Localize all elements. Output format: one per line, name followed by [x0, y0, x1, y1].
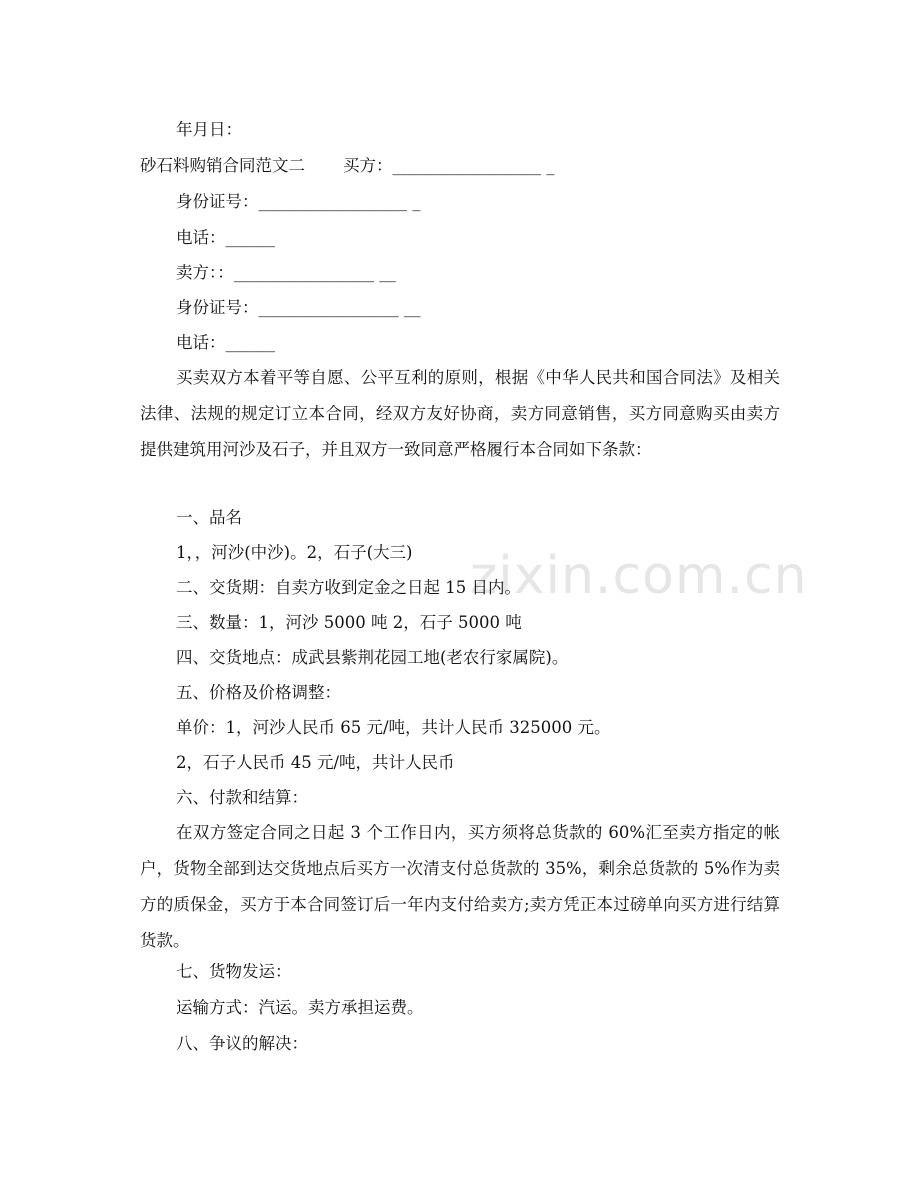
watermark: zixin.com.cn: [470, 546, 808, 606]
section-1-body: 1，，河沙(中沙)。2，石子(大三): [176, 543, 413, 562]
section-5-price-2: 2，石子人民币 45 元/吨，共计人民币: [176, 753, 455, 772]
section-7-body: 运输方式：汽运。卖方承担运费。: [176, 998, 424, 1017]
section-8-title: 八、争议的解决：: [176, 1034, 308, 1053]
section-7-title: 七、货物发运：: [176, 962, 292, 981]
date-line: 年月日：: [176, 120, 242, 139]
seller-field: 卖方：：_________________ __: [176, 263, 396, 282]
section-2: 二、交货期：自卖方收到定金之日起 15 日内。: [176, 578, 521, 597]
section-5-title: 五、价格及价格调整：: [176, 683, 341, 702]
section-5-price-1: 单价：1，河沙人民币 65 元/吨，共计人民币 325000 元。: [176, 718, 611, 737]
buyer-id-field: 身份证号：__________________ _: [176, 192, 421, 211]
section-6-body: 在双方签定合同之日起 3 个工作日内，买方须将总货款的 60%汇至卖方指定的帐户，货物全部到达交货地点后买方一次清支付总货款的 35%，剩余总货款的 5%作为卖方的质保金，买方于本合同签订后一年内支付给卖方;卖方凭正本过磅单向买方进行结算货款。: [140, 823, 780, 950]
document-title: 砂石料购销合同范文二: [140, 156, 305, 175]
buyer-field: 买方：__________________ _: [343, 156, 555, 175]
buyer-phone-field: 电话：______: [176, 228, 275, 247]
section-3: 三、数量：1，河沙 5000 吨 2，石子 5000 吨: [176, 613, 522, 632]
seller-phone-field: 电话：______: [176, 333, 275, 352]
seller-id-field: 身份证号：_________________ __: [176, 298, 421, 317]
intro-paragraph: 买卖双方本着平等自愿、公平互利的原则，根据《中华人民共和国合同法》及相关法律、法规的规定订立本合同，经双方友好协商，卖方同意销售，买方同意购买由卖方提供建筑用河沙及石子，并且双方一致同意严格履行本合同如下条款：: [140, 368, 780, 459]
section-6-title: 六、付款和结算：: [176, 788, 308, 807]
section-1-title: 一、品名: [176, 508, 242, 527]
title-buyer-line: [140, 156, 790, 176]
section-4: 四、交货地点：成武县紫荆花园工地(老农行家属院)。: [176, 648, 569, 667]
